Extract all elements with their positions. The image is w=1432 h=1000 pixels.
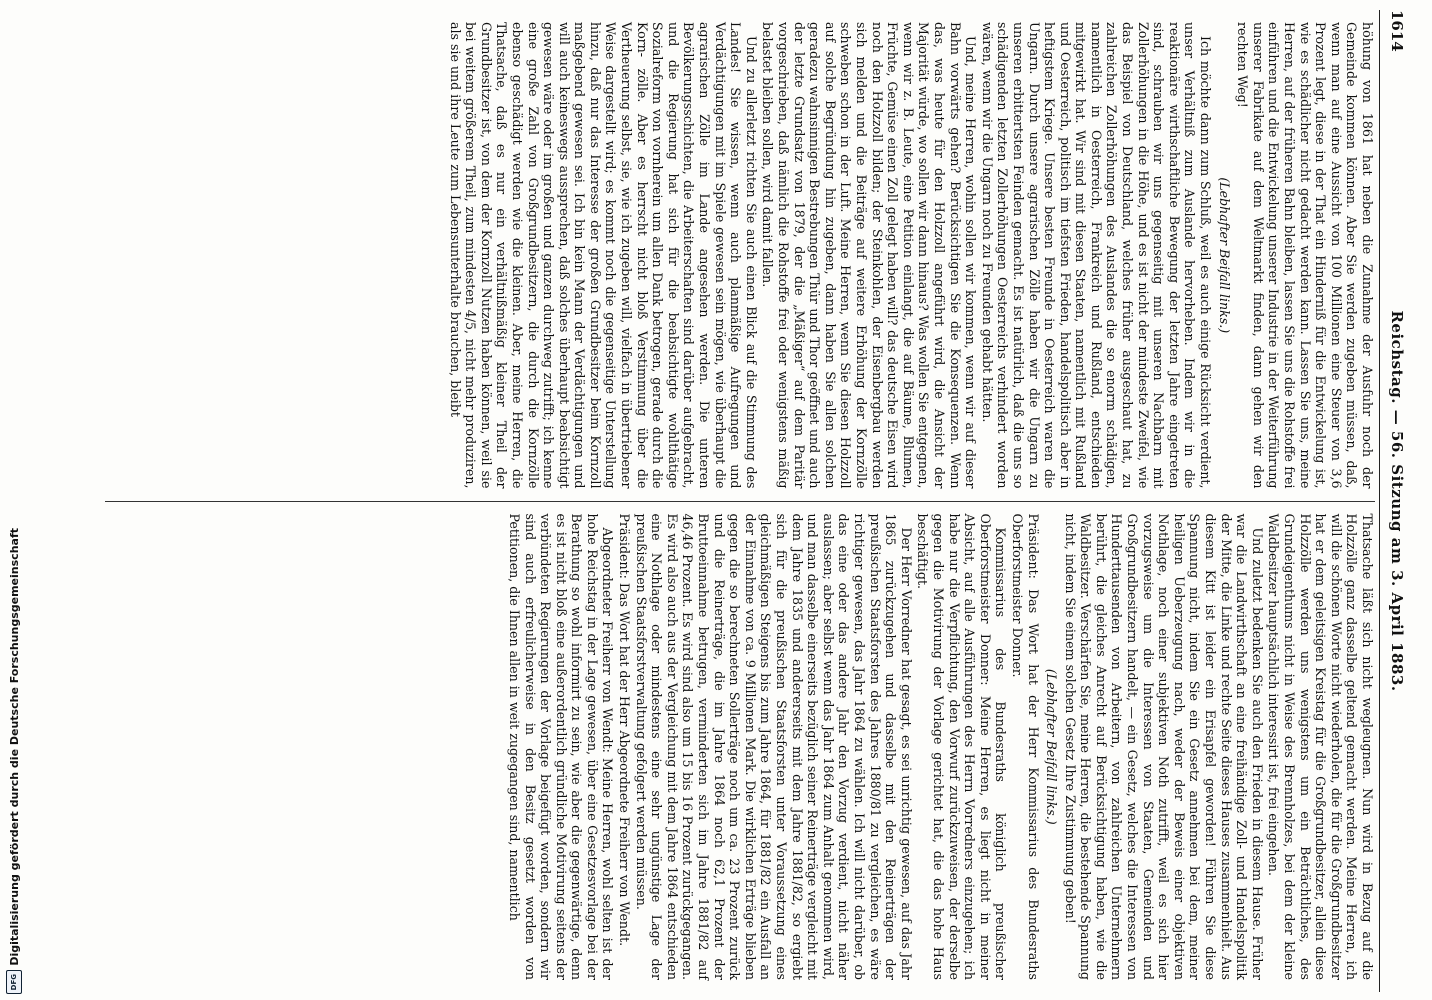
paragraph: höhung von 1861 hat neben die Zunahme der Ausfuhr noch der Gemeinde kommen können. Aber Sie werden zugeben müssen, daß, wenn man auf eine Aussicht von 100 Millionen eine Steuer von 3,6 Prozent legt, diese in der That ein Hinderniß für die Entwickelung ist, wie es schädlicher nicht gedacht werden kann. Lassen Sie uns, meine Herren, auf der früheren Bahn bleiben, lassen Sie uns die Rohstoffe frei einführen und die Entwickelung unserer Industrie in der Weiterführung unserer Fabrikate auf dem Weltmarkt finden, dann gehen wir den rechten Weg! [1235, 22, 1375, 489]
paragraph: Und zuletzt bedenken Sie auch den Frieden in diesem Hause. Früher war die Landwirthschaft an eine freihändige Zoll- und Handelspolitik der Mitte, die Linke und rechte Seite dieses Hauses zusammenhielt. Aus diesem Kitt ist leider ein Erisapfel geworden! Führen Sie diese Spannung nicht, indem Sie ein Gesetz annehmen bei dem, meiner heiligen Ueberzeugung nach, weder der Beweis einer objektiven Nothlage, noch einer subjektiven Noth zutrifft, weil es sich hier vorzugsweise um die Interessen von Staaten, Gemeinden und Großgrundbesitzern handelt, — ein Gesetz, welches die Interessen von Hunderttausenden von Arbeitern, von zahlreichen Unternehmern berührt, die gleiches Anrecht auf Berücksichtigung haben, wie die Waldbesitzer. Verschärfen Sie, meine Herren, die bestehende Spannung nicht, indem Sie einem solchen Gesetz Ihre Zustimmung geben! [1062, 513, 1265, 980]
paragraph: Der Herr Vorredner hat gesagt, es sei unrichtig gewesen, auf das Jahr 1865 zurückzugehen und dasselbe mit den Reinerträgen der preußischen Staatsforsten des Jahres 1880/81 zu vergleichen, es wäre richtiger gewesen, das Jahr 1864 zu wählen. Ich will nicht darüber, ob das eine oder das andere Jahr den Vorzug verdient, nicht näher auslassen; aber selbst wenn das Jahr 1864 zum Anhalt genommen wird, und man dasselbe einerseits bezüglich seiner Reinerträge vergleicht mit dem Jahre 1835 und andererseits mit dem Jahre 1881/82, so ergiebt sich für die preußischen Staatsforsten unter Voraussetzung eines gleichmäßigen Steigens bis zum Jahre 1864, für 1881/82 ein Ausfall an der Einnahme von ca. 9 Millionen Mark. Die wirklichen Erträge blieben gegen die so berechneten Sollerträge noch um ca. 23 Prozent zurück und die Reinerträge, die im Jahre 1864 noch 62,1 Prozent der Bruttoeinnahme betrugen, verminderten sich im Jahre 1881/82 auf 46,46 Prozent. Es wird sind also um 15 bis 16 Prozent zurückgegangen. Es wird also auch aus der Vergleichung mit dem Jahre 1864 entschieden eine Nothlage oder mindestens eine sehr ungünstige Lage der preußischen Staatsforstverwaltung gefolgert werden müssen. [633, 513, 914, 980]
digitization-note: Digitalisierung gefördert durch die Deutsche Forschungsgemeinschaft [7, 528, 21, 966]
column-right [105, 501, 1375, 993]
dfg-logo-text: DFG [10, 973, 18, 991]
paragraph: Und, meine Herren, wohin sollen wir kommen, wenn wir auf dieser Bahn vorwärts gehen? Berücksichtigen Sie die Konsequenzen. Wenn das, was heute für den Holzzoll angeführt wird, die Ansicht der Majorität würde, wo sollen wir dann hinaus? Was wollen Sie entgegnen, wenn wir z. B. Leute, eine Petition einlangt, die auf Bäume, Blumen, Früchte, Gemüse einen Zoll gelegt haben will? das deutsche Eisen wird noch den Holzzoll bilden; der Steinkohlen, der Eisenbergbau werden sich melden und die Beiträge auf weitere Erhöhung der Kornzölle schweben schon in der Luft. Meine Herren, wenn Sie diesen Holzzoll auf solche Begründung hin zugeben, dann haben Sie allen solchen geradezu wahnsinnigen Bestrebungen Thür und Thor geöffnet und auch der letzte Grundsatz von 1879, der die „Mäßiger“ auf dem Paritär vorgeschrieben, daß nämlich die Rohstoffe frei oder wenigstens mäßig belastet bleiben sollen, wird damit fallen. [760, 22, 979, 489]
text-columns [105, 10, 1375, 992]
dfg-logo-icon [6, 970, 22, 994]
column-left [105, 10, 1375, 501]
applause-note: (Lebhafter Beifall links.) [1216, 177, 1232, 334]
speaker-paragraph: Präsident: Das Wort hat der Herr Kommissarius des Bundesraths Oberforstmeister Donner. [1009, 513, 1041, 980]
running-title: Reichstag. — 56. Sitzung am 3. April 1883. [1388, 310, 1406, 692]
paragraph: Abgeordneter Freiherr von Wendt: Meine Herren, wohl selten ist der hohe Reichstag in der Lage gewesen, über eine Gesetzesvorlage bei der Berathung so wohl informirt zu sein, wie aber die gegenwärtige, denn es ist nicht bloß eine außerordentlich gründliche Motivirung seitens der verbündeten Regierungen der Vorlage beigefügt worden, sondern wir sind auch erfreulicherweise in den Besitz gesetzt worden von Petitionen, die Ihnen allen in weit zugegangen sind, namentlich [506, 513, 616, 980]
applause-note: (Lebhafter Beifall links.) [1044, 668, 1060, 825]
paragraph: Kommissarius des Bundesraths königlich preußischer Oberforstmeister Donner: Meine Herren, es liegt nicht in meiner Absicht, auf alle Ausführungen des Herrn Vorredners einzugehen; ich habe nur die Verpflichtung, den Vorwurf zurückzuweisen, der derselbe gegen die Motivirung der Vorlage gerichtet hat, die das hohe Haus beschäftigt. [915, 513, 1009, 980]
scanned-page [100, 0, 1412, 1000]
page-header [1379, 10, 1406, 992]
paragraph: Und zu allerletzt richten Sie auch einen Blick auf die Stimmung des Landes! Sie wissen, wenn auch planmäßige Aufregungen und Verdächtigungen mit im Spiele gewesen sein mögen, wie überhaupt die agrarischen Zölle im Lande angesehen werden. Die unteren Bevölkerungsschichten, die Arbeiterschaften sind darüber aufgebracht, und die Regierung hat sich für die beabsichtigte wohlthätige Sozialreform von vornherein um allen Dank betrogen, gerade durch die Korn- zölle. Aber es herrscht nicht bloß Verstimmung über die Vertheuerung selbst, sie, wie ich zugeben will, vielfach in übertriebener Weise dargestellt wird; es kommt noch die gegenseitige Unterstellung hinzu, daß nur das Interesse der großen Grundbesitzer beim Kornzoll maßgebend gewesen sei. Ich bin kein Mann der Verdächtigungen und will auch keineswegs aussprechen, daß solches überhaupt beabsichtigt gewesen wäre oder im großen und ganzen durchweg zutrifft; ich kenne eine große Zahl von Großgrundbesitzern, die durch die Kornzölle ebenso geschädigt werden wie die kleinen. Aber, meine Herren, die Thatsache, daß es nur ein verhältnißmäßig kleiner Theil der Grundbesitzer ist, von dem der Kornzoll Nutzen haben können, weil sie bei weitem größerem Theil, zum mindesten 4/5, nicht mehr produziren, als sie und ihre Leute zum Lebensunterhalte brauchen, bleibt [447, 22, 759, 489]
paragraph: Ich möchte dann zum Schluß, weil es auch einige Rücksicht verdient, unser Verhältniß zum Auslande hervorheben. Indem wir in die reaktionäre wirthschaftliche Bewegung der letzten Jahre eingetreten sind, schrauben wir uns gegenseitig mit unseren Nachbarn mit Zollerhöhungen in die Höhe, und es ist nicht der mindeste Zweifel, wie das Beispiel von Deutschland, welches früher ausgeschaut hat, zu zahlreichen Zollerhöhungen des Auslandes die so enorm schädigen, namentlich in Oesterreich, Frankreich und Rußland, entschieden mitgewirkt hat. Wir sind mit diesen Staaten, namentlich mit Rußland und Oesterreich, politisch im tiefsten Frieden, handelspolitisch aber in heftigstem Kriege. Unsere besten Freunde in Oesterreich waren die Ungarn. Durch unsere agrarischen Zölle haben wir die Ungarn zu unseren erbittertsten Feinden gemacht. Es ist natürlich, daß die uns so schädigenden letzten Zollerhöhungen Oesterreichs verhindert worden wären, wenn wir die Ungarn noch zu Freunden gehabt hätten. [979, 22, 1214, 489]
page-number: 1614 [1388, 10, 1406, 52]
digitization-strip [0, 0, 28, 1000]
speaker-paragraph: Präsident: Das Wort hat der Herr Abgeordnete Freiherr von Wendt. [617, 513, 633, 947]
rotated-page-content [100, 0, 1412, 1000]
paragraph: Thatsache läßt sich nicht wegleugnen. Nun wird in Bezug auf die Holzzölle ganz dasselbe geltend gemacht werden. Meine Herren, ich will die schönen Worte nicht wiederholen, die für die Großgrundbesitzer hat er dem geleitsigen Kreistag für die Großgrundbesitzer, allein diese Holzzölle werden uns wenigstens um ein Beträchtliches, des Grundeigenthums nicht in Weise des Brennholzes, bei dem der kleine Waldbesitzer hauptsächlich interessirt ist, frei eingehen. [1266, 513, 1375, 980]
